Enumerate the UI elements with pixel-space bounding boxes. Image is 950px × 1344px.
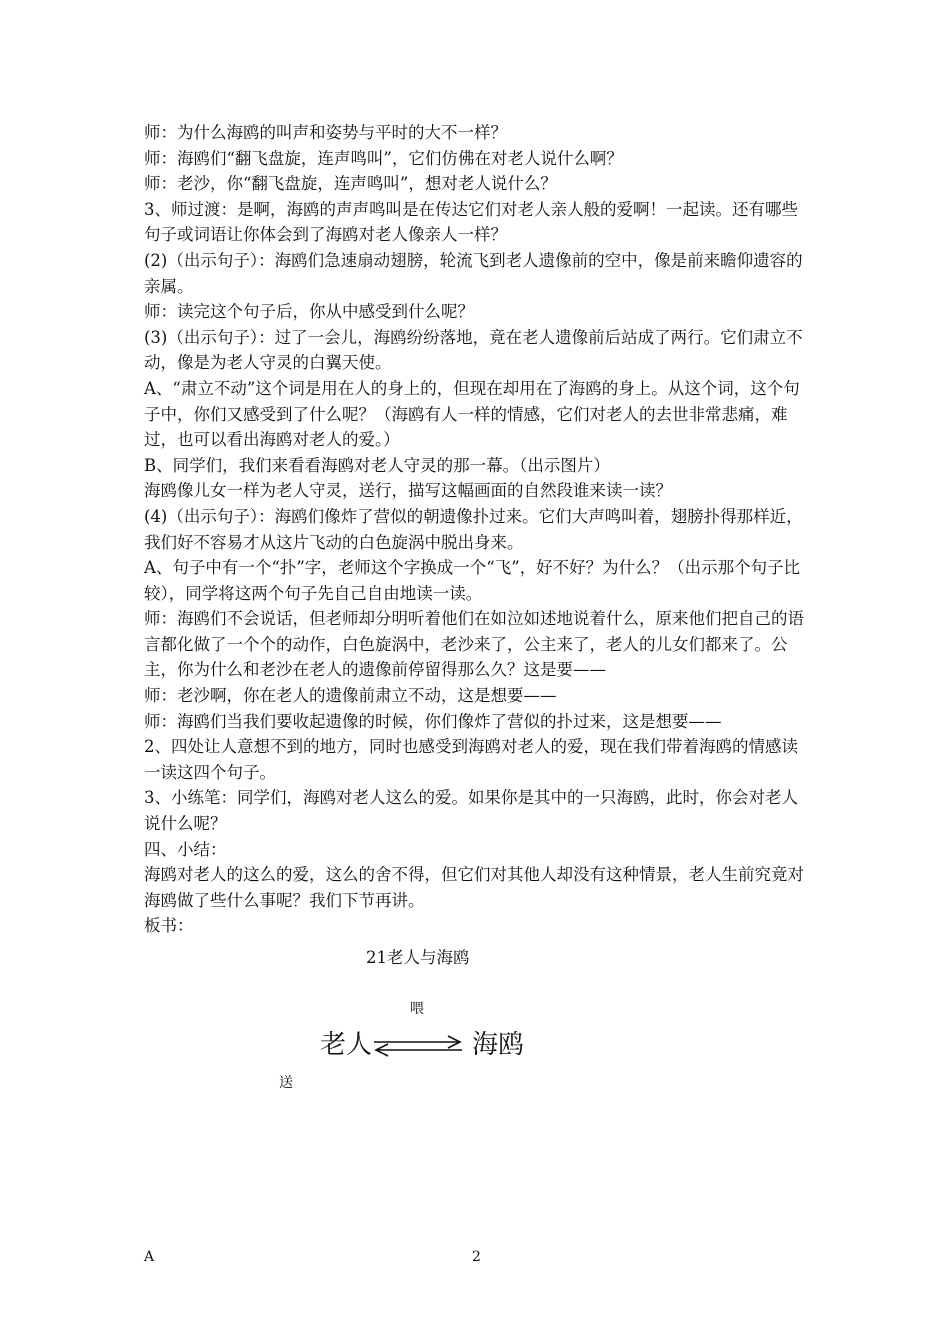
paragraph: 3、小练笔：同学们，海鸥对老人这么的爱。如果你是其中的一只海鸥，此时，你会对老人说什么呢？ [144, 788, 798, 834]
paragraph: 师：海鸥们“翻飞盘旋，连声鸣叫”，它们仿佛在对老人说什么啊？ [144, 148, 623, 168]
paragraph: 2、四处让人意想不到的地方，同时也感受到海鸥对老人的爱，现在我们带着海鸥的情感读一读这四个句子。 [144, 737, 798, 782]
paragraph: 海鸥像儿女一样为老人守灵，送行，描写这幅画面的自然段谁来读一读？ [144, 481, 672, 501]
section-heading: 四、小结： [144, 839, 227, 859]
double-arrow-icon [370, 1034, 466, 1058]
paragraph: A、“肃立不动”这个词是用在人的身上的，但现在却用在了海鸥的身上。从这个词，这个句子中，你们又感受到了什么呢？（海鸥有人一样的情感，它们对老人的去世非常悲痛，难过，也可以看出海鸥对老人的爱。） [144, 378, 800, 450]
page-number: 2 [472, 1249, 481, 1265]
paragraph: (3)（出示句子）：过了一会儿，海鸥纷纷落地，竟在老人遗像前后站成了两行。它们肃立不动，像是为老人守灵的白翼天使。 [144, 327, 803, 373]
board-label: 板书： [144, 916, 194, 936]
footer-left: A [144, 1249, 155, 1265]
paragraph: B、同学们，我们来看看海鸥对老人守灵的那一幕。（出示图片） [144, 455, 610, 475]
board-title: 21老人与海鸥 [366, 948, 470, 967]
paragraph: 师：老沙啊，你在老人的遗像前肃立不动，这是想要—— [144, 686, 557, 706]
lesson-body [144, 120, 809, 939]
paragraph: 师：海鸥们当我们要收起遗像的时候，你们像炸了营似的扑过来，这是想要—— [144, 711, 722, 731]
paragraph: 师：读完这个句子后，你从中感受到什么呢？ [144, 302, 474, 322]
paragraph: 3、师过渡：是啊，海鸥的声声鸣叫是在传达它们对老人亲人般的爱啊！一起读。还有哪些句子或词语让你体会到了海鸥对老人像亲人一样？ [144, 199, 798, 245]
paragraph: 师：老沙，你“翻飞盘旋，连声鸣叫”，想对老人说什么？ [144, 174, 557, 194]
paragraph: (4)（出示句子）：海鸥们像炸了营似的朝遗像扑过来。它们大声鸣叫着，翅膀扑得那样近，我们好不容易才从这片飞动的白色旋涡中脱出身来。 [144, 506, 803, 552]
board-old-man: 老人 [320, 1030, 373, 1060]
paragraph: 师：为什么海鸥的叫声和姿势与平时的大不一样？ [144, 123, 507, 142]
paragraph: (2)（出示句子）：海鸥们急速扇动翅膀，轮流飞到老人遗像前的空中，像是前来瞻仰遗容的亲属。 [144, 250, 803, 296]
paragraph: 师：海鸥们不会说话，但老师却分明听着他们在如泣如述地说着什么，原来他们把自己的语言都化做了一个个的动作，白色旋涡中，老沙来了，公主来了，老人的儿女们都来了。公主，你为什么和老沙在老人的遗像前停留得那么久？这是要—— [144, 609, 804, 680]
paragraph: 海鸥对老人的这么的爱，这么的舍不得，但它们对其他人却没有这种情景，老人生前究竟对海鸥做了些什么事呢？我们下节再讲。 [144, 865, 804, 910]
board-feed-word: 喂 [410, 1001, 424, 1017]
board-seagull: 海鸥 [472, 1030, 525, 1060]
board-send-word: 送 [279, 1075, 293, 1091]
paragraph: A、句子中有一个“扑”字，老师这个字换成一个“飞”，好不好？为什么？（出示那个句子比较），同学将这两个句子先自己自由地读一读。 [144, 558, 801, 603]
